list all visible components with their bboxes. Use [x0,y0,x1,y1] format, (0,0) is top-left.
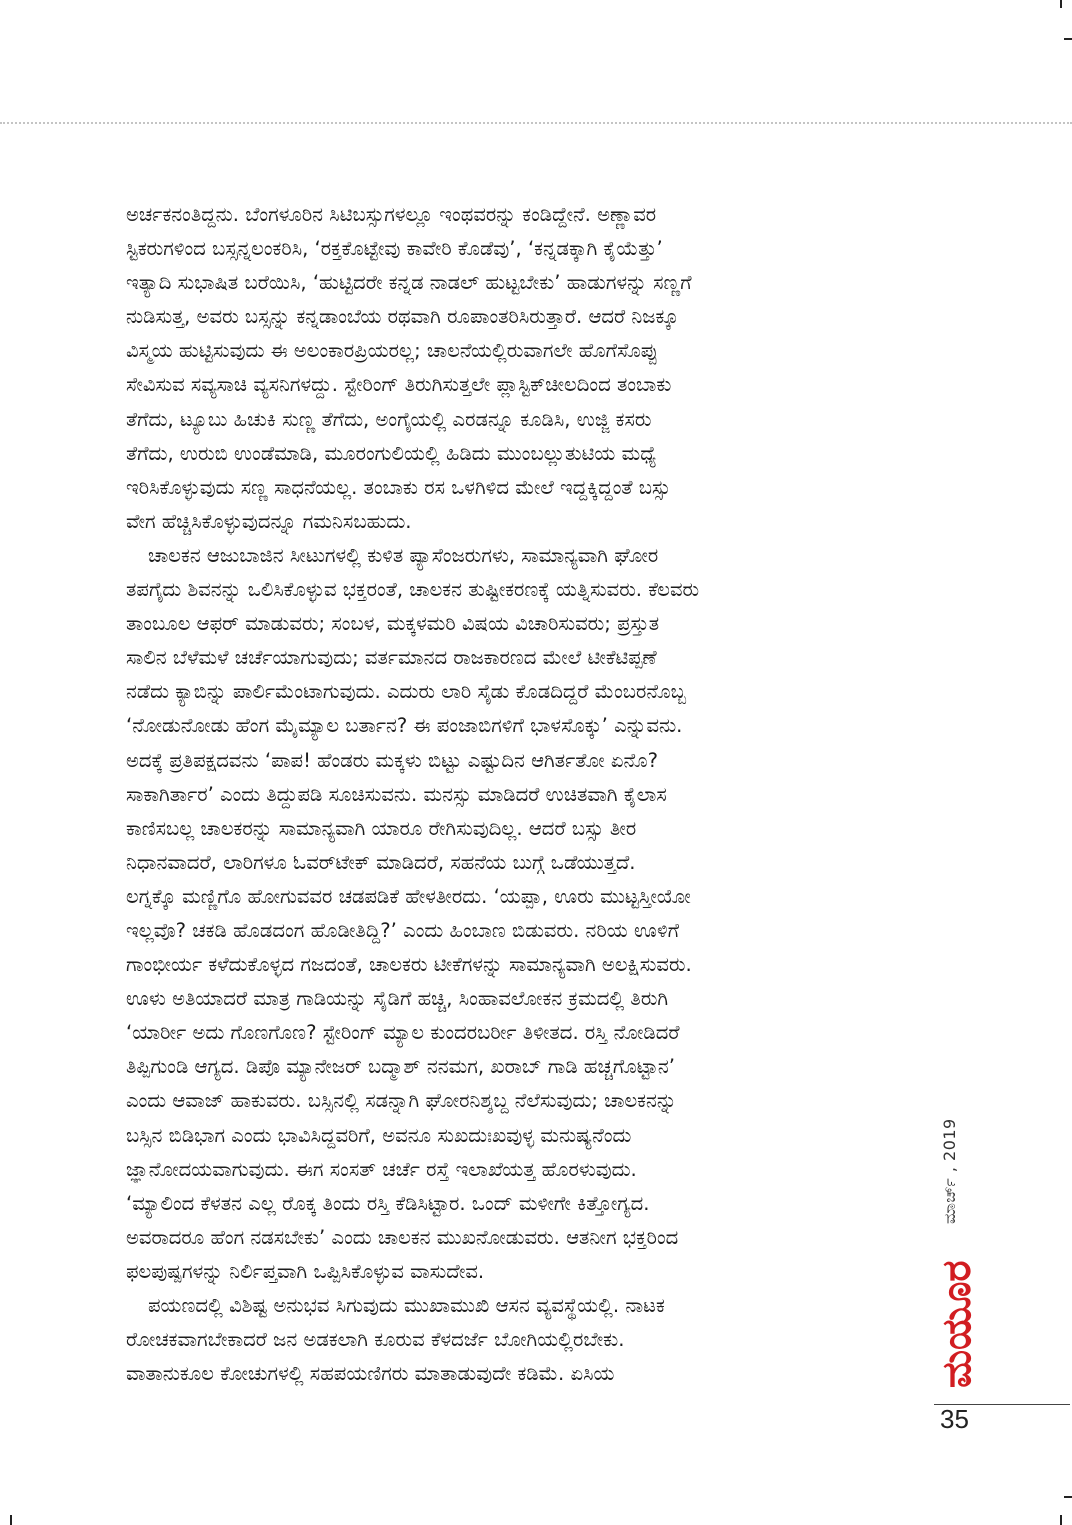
text-line: ನುಡಿಸುತ್ತ, ಅವರು ಬಸ್ಸನ್ನು ಕನ್ನಡಾಂಬೆಯ ರಥವಾಗಿ ರೂಪಾಂತರಿಸಿರುತ್ತಾರೆ. ಆದರೆ ನಿಜಕ್ಕೂ [126,305,679,329]
text-line: ಚಾಲಕನ ಆಜುಬಾಜಿನ ಸೀಟುಗಳಲ್ಲಿ ಕುಳಿತ ಪ್ಯಾಸೆಂಜರುಗಳು, ಸಾಮಾನ್ಯವಾಗಿ ಘೋರ [148,543,659,567]
text-line: ರೋಚಕವಾಗಬೇಕಾದರೆ ಜನ ಅಡಕಲಾಗಿ ಕೂರುವ ಕೆಳದರ್ಜೆ ಬೋಗಿಯಲ್ಲಿರಬೇಕು. [126,1328,625,1352]
text-line: ಇರಿಸಿಕೊಳ್ಳುವುದು ಸಣ್ಣ ಸಾಧನೆಯಲ್ಲ. ತಂಬಾಕು ರಸ ಒಳಗಿಳಿದ ಮೇಲೆ ಇದ್ದಕ್ಕಿದ್ದಂತೆ ಬಸ್ಸು [126,475,671,499]
text-line: ಬಸ್ಸಿನ ಬಿಡಿಭಾಗ ಎಂದು ಭಾವಿಸಿದ್ದವರಿಗೆ, ಅವನೂ ಸುಖದುಃಖವುಳ್ಳ ಮನುಷ್ಯನೆಂದು [126,1123,632,1147]
text-line: ಸೇವಿಸುವ ಸವ್ಯಸಾಚಿ ವ್ಯಸನಿಗಳದ್ದು. ಸ್ಟೇರಿಂಗ್ ತಿರುಗಿಸುತ್ತಲೇ ಪ್ಲಾಸ್ಟಿಕ್‌ಚೀಲದಿಂದ ತಂಬಾಕು [126,373,672,397]
text-line: ಇತ್ಯಾದಿ ಸುಭಾಷಿತ ಬರೆಯಿಸಿ, ‘ಹುಟ್ಟಿದರೇ ಕನ್ನಡ ನಾಡಲ್ ಹುಟ್ಟಬೇಕು’ ಹಾಡುಗಳನ್ನು ಸಣ್ಣಗೆ [126,271,692,295]
text-line: ತೆಗೆದು, ಉರುಬಿ ಉಂಡೆಮಾಡಿ, ಮೂರಂಗುಲಿಯಲ್ಲಿ ಹಿಡಿದು ಮುಂಬಲ್ಲುತುಟಿಯ ಮಧ್ಯೆ [126,441,657,465]
text-line: ತಿಪ್ಪಿಗುಂಡಿ ಆಗ್ಯದ. ಡಿಪೊ ಮ್ಯಾನೇಜರ್ ಬದ್ಮಾಶ್ ನನಮಗ, ಖರಾಬ್ ಗಾಡಿ ಹಚ್ಚಗೊಟ್ಟಾನ’ [126,1055,675,1079]
text-line: ಲಗ್ನಕ್ಕೊ ಮಣ್ಣಿಗೊ ಹೋಗುವವರ ಚಡಪಡಿಕೆ ಹೇಳತೀರದು. ‘ಯಪ್ಪಾ, ಊರು ಮುಟ್ಟಸ್ತೀಯೋ [126,884,691,908]
text-line: ಗಾಂಭೀರ್ಯ ಕಳೆದುಕೊಳ್ಳದ ಗಜದಂತೆ, ಚಾಲಕರು ಟೀಕೆಗಳನ್ನು ಸಾಮಾನ್ಯವಾಗಿ ಅಲಕ್ಷಿಸುವರು. [126,953,692,977]
crop-mark-bottom-right [1060,1515,1062,1525]
text-line: ಫಲಪುಷ್ಪಗಳನ್ನು ನಿರ್ಲಿಪ್ತವಾಗಿ ಒಪ್ಪಿಸಿಕೊಳ್ಳುವ ವಾಸುದೇವ. [126,1259,485,1283]
text-line: ತೆಗೆದು, ಟ್ಯೂಬು ಹಿಚುಕಿ ಸುಣ್ಣ ತೆಗೆದು, ಅಂಗೈಯಲ್ಲಿ ಎರಡನ್ನೂ ಕೂಡಿಸಿ, ಉಜ್ಜಿ ಕಸರು [126,407,652,431]
text-line: ಸ್ಟಿಕರುಗಳಿಂದ ಬಸ್ಸನ್ನಲಂಕರಿಸಿ, ‘ರಕ್ತಕೊಟ್ಟೇವು ಕಾವೇರಿ ಕೊಡೆವು’, ‘ಕನ್ನಡಕ್ಕಾಗಿ ಕೈಯೆತ್ತು’ [126,237,663,261]
text-line: ಜ್ಞಾನೋದಯವಾಗುವುದು. ಈಗ ಸಂಸತ್ ಚರ್ಚೆ ರಸ್ತೆ ಇಲಾಖೆಯತ್ತ ಹೊರಳುವುದು. [126,1157,637,1181]
article-body [126,198,896,1391]
text-line: ತಾಂಬೂಲ ಆಫರ್ ಮಾಡುವರು; ಸಂಬಳ, ಮಕ್ಕಳಮರಿ ವಿಷಯ ವಿಚಾರಿಸುವರು; ಪ್ರಸ್ತುತ [126,612,660,636]
text-line: ಸಾಲಿನ ಬೆಳೆಮಳೆ ಚರ್ಚೆಯಾಗುವುದು; ವರ್ತಮಾನದ ರಾಜಕಾರಣದ ಮೇಲೆ ಟೀಕೆಟಿಪ್ಪಣೆ [126,646,657,670]
text-line: ನಿಧಾನವಾದರೆ, ಲಾರಿಗಳೂ ಓವರ್‌ಟೇಕ್ ಮಾಡಿದರೆ, ಸಹನೆಯ ಬುಗ್ಗೆ ಒಡೆಯುತ್ತದೆ. [126,850,636,874]
text-line: ಕಾಣಿಸಬಲ್ಲ ಚಾಲಕರನ್ನು ಸಾಮಾನ್ಯವಾಗಿ ಯಾರೂ ರೇಗಿಸುವುದಿಲ್ಲ. ಆದರೆ ಬಸ್ಸು ತೀರ [126,816,637,840]
text-line: ವೇಗ ಹೆಚ್ಚಿಸಿಕೊಳ್ಳುವುದನ್ನೂ ಗಮನಿಸಬಹುದು. [126,509,412,533]
text-line: ಅವರಾದರೂ ಹೆಂಗ ನಡಸಬೇಕು’ ಎಂದು ಚಾಲಕನ ಮುಖನೋಡುವರು. ಆತನೀಗ ಭಕ್ತರಿಂದ [126,1225,679,1249]
issue-date: ಮಾರ್ಚ್ , 2019 [940,1118,959,1224]
crop-mark-top-right [1060,0,1062,8]
text-line: ವಿಸ್ಮಯ ಹುಟ್ಟಿಸುವುದು ಈ ಅಲಂಕಾರಪ್ರಿಯರಲ್ಲ; ಚಾಲನೆಯಲ್ಲಿರುವಾಗಲೇ ಹೊಗೆಸೊಪ್ಪು [126,339,659,363]
text-line: ಊಳು ಅತಿಯಾದರೆ ಮಾತ್ರ ಗಾಡಿಯನ್ನು ಸೈಡಿಗೆ ಹಚ್ಚಿ, ಸಿಂಹಾವಲೋಕನ ಕ್ರಮದಲ್ಲಿ ತಿರುಗಿ [126,987,669,1011]
text-line: ಅರ್ಚಕನಂತಿದ್ದನು. ಬೆಂಗಳೂರಿನ ಸಿಟಿಬಸ್ಸುಗಳಲ್ಲೂ ಇಂಥವರನ್ನು ಕಂಡಿದ್ದೇನೆ. ಅಣ್ಣಾವರ [126,203,657,226]
text-line: ಎಂದು ಆವಾಜ್ ಹಾಕುವರು. ಬಸ್ಸಿನಲ್ಲಿ ಸಡನ್ನಾಗಿ ಘೋರನಿಶ್ಶಬ್ದ ನೆಲೆಸುವುದು; ಚಾಲಕನನ್ನು [126,1089,677,1113]
crop-mark-bottom-left [10,1515,12,1525]
text-line: ತಪಗೈದು ಶಿವನನ್ನು ಒಲಿಸಿಕೊಳ್ಳುವ ಭಕ್ತರಂತೆ, ಚಾಲಕನ ತುಷ್ಟೀಕರಣಕ್ಕೆ ಯತ್ನಿಸುವರು. ಕೆಲವರು [126,578,700,602]
text-line: ‘ಯಾರ್ರೀ ಅದು ಗೊಣಗೊಣ? ಸ್ಟೇರಿಂಗ್ ಮ್ಯಾಲ ಕುಂದರಬರ್ರೀ ತಿಳೀತದ. ರಸ್ತಿ ನೋಡಿದರೆ [126,1021,680,1045]
text-line: ಇಲ್ಲವೊ? ಚಕಡಿ ಹೊಡದಂಗ ಹೊಡೀತಿದ್ದಿ?’ ಎಂದು ಹಿಂಬಾಣ ಬಿಡುವರು. ನರಿಯ ಊಳಿಗೆ [126,918,680,942]
page-number: 35 [940,1404,969,1434]
magazine-logo: ಮಯೂರ [934,1260,980,1388]
crop-mark-right-lower [1064,1496,1072,1498]
text-line: ಅದಕ್ಕೆ ಪ್ರತಿಪಕ್ಷದವನು ‘ಪಾಪ! ಹೆಂಡರು ಮಕ್ಕಳು ಬಿಟ್ಟು ಎಷ್ಟುದಿನ ಆಗಿರ್ತತೋ ಏನೊ? [126,748,659,772]
text-line: ‘ಮ್ಯಾಲಿಂದ ಕೆಳತನ ಎಲ್ಲ ರೊಕ್ಕ ತಿಂದು ರಸ್ತಿ ಕೆಡಿಸಿಟ್ಟಾರ. ಒಂದ್ ಮಳೀಗೇ ಕಿತ್ತೋಗ್ಯದ. [126,1191,650,1215]
text-line: ನಡೆದು ಕ್ಯಾಬಿನ್ನು ಪಾರ್ಲಿಮೆಂಟಾಗುವುದು. ಎದುರು ಲಾರಿ ಸೈಡು ಕೊಡದಿದ್ದರೆ ಮೆಂಬರನೊಬ್ಬ [126,680,687,704]
text-line: ವಾತಾನುಕೂಲ ಕೋಚುಗಳಲ್ಲಿ ಸಹಪಯಣಿಗರು ಮಾತಾಡುವುದೇ ಕಡಿಮೆ. ಏಸಿಯ [126,1362,615,1386]
text-line: ಪಯಣದಲ್ಲಿ ವಿಶಿಷ್ಟ ಅನುಭವ ಸಿಗುವುದು ಮುಖಾಮುಖಿ ಆಸನ ವ್ಯವಸ್ಥೆಯಲ್ಲಿ. ನಾಟಕ [148,1294,665,1317]
crop-mark-right-upper [1064,38,1072,40]
dotted-divider [0,122,1072,124]
text-line: ಸಾಕಾಗಿರ್ತಾರ’ ಎಂದು ತಿದ್ದುಪಡಿ ಸೂಚಿಸುವನು. ಮನಸ್ಸು ಮಾಡಿದರೆ ಉಚಿತವಾಗಿ ಕೈಲಾಸ [126,782,667,806]
text-line: ‘ನೋಡುನೋಡು ಹೆಂಗ ಮೈಮ್ಯಾಲ ಬರ್ತಾನ? ಈ ಪಂಜಾಬಿಗಳಿಗೆ ಭಾಳಸೊಕ್ಕು’ ಎನ್ನುವನು. [126,714,683,738]
